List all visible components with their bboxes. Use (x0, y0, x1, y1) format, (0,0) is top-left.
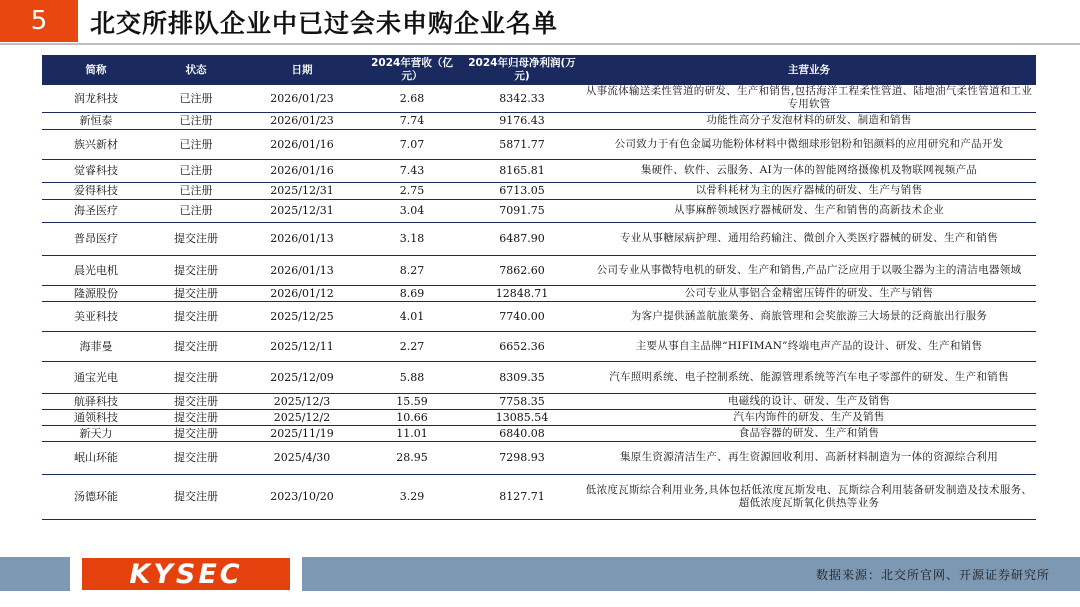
cell-business: 汽车内饰件的研发、生产及销售 (582, 409, 1036, 425)
logo-text: KYSEC (129, 558, 243, 590)
cell-business: 电磁线的设计、研发、生产及销售 (582, 393, 1036, 409)
column-header-status: 状态 (150, 55, 242, 85)
cell-status: 已注册 (150, 85, 242, 112)
cell-net-profit: 6652.36 (462, 331, 582, 361)
cell-business: 公司专业从事微特电机的研发、生产和销售,产品广泛应用于以吸尘器为主的清洁电器领域 (582, 255, 1036, 285)
table-row (42, 301, 1036, 331)
cell-business: 从事麻醉领域医疗器械研发、生产和销售的高新技术企业 (582, 199, 1036, 222)
cell-business: 食品容器的研发、生产和销售 (582, 425, 1036, 441)
cell-revenue: 7.07 (362, 129, 462, 159)
cell-date: 2025/12/25 (242, 301, 362, 331)
cell-name: 普昂医疗 (42, 222, 150, 255)
cell-business: 汽车照明系统、电子控制系统、能源管理系统等汽车电子零部件的研发、生产和销售 (582, 361, 1036, 393)
cell-name: 新天力 (42, 425, 150, 441)
cell-status: 提交注册 (150, 301, 242, 331)
table-row (42, 222, 1036, 255)
cell-name: 润龙科技 (42, 85, 150, 112)
table-row (42, 85, 1036, 112)
cell-business: 专业从事糖尿病护理、通用给药输注、微创介入类医疗器械的研发、生产和销售 (582, 222, 1036, 255)
table-header-row (42, 55, 1036, 85)
cell-business: 公司专业从事铝合金精密压铸件的研发、生产与销售 (582, 285, 1036, 301)
table-row (42, 182, 1036, 199)
cell-net-profit: 8309.35 (462, 361, 582, 393)
cell-date: 2026/01/12 (242, 285, 362, 301)
column-header-net-profit: 2024年归母净利润(万元) (462, 55, 582, 85)
table-row (42, 255, 1036, 285)
ipo-table-container (42, 55, 1036, 520)
cell-revenue: 15.59 (362, 393, 462, 409)
cell-name: 通宝光电 (42, 361, 150, 393)
table-row (42, 393, 1036, 409)
cell-net-profit: 7740.00 (462, 301, 582, 331)
table-row (42, 361, 1036, 393)
cell-name: 汤德环能 (42, 474, 150, 519)
cell-revenue: 8.69 (362, 285, 462, 301)
cell-name: 族兴新材 (42, 129, 150, 159)
cell-date: 2026/01/23 (242, 112, 362, 129)
cell-status: 提交注册 (150, 474, 242, 519)
cell-status: 已注册 (150, 129, 242, 159)
cell-revenue: 2.75 (362, 182, 462, 199)
kysec-logo (82, 558, 290, 590)
table-row (42, 474, 1036, 519)
cell-status: 提交注册 (150, 361, 242, 393)
cell-status: 已注册 (150, 159, 242, 182)
cell-net-profit: 7091.75 (462, 199, 582, 222)
cell-business: 从事流体输送柔性管道的研发、生产和销售,包括海洋工程柔性管道、陆地油气柔性管道和工业专用软管 (582, 85, 1036, 112)
cell-net-profit: 12848.71 (462, 285, 582, 301)
cell-name: 觉睿科技 (42, 159, 150, 182)
cell-status: 提交注册 (150, 409, 242, 425)
cell-name: 海菲曼 (42, 331, 150, 361)
cell-name: 晨光电机 (42, 255, 150, 285)
footer-logo-area (70, 553, 302, 595)
cell-revenue: 4.01 (362, 301, 462, 331)
page-number: 5 (0, 0, 78, 42)
table-row (42, 129, 1036, 159)
data-source-note: 数据来源：北交所官网、开源证券研究所 (815, 567, 1050, 582)
cell-date: 2026/01/23 (242, 85, 362, 112)
cell-status: 提交注册 (150, 441, 242, 474)
cell-status: 提交注册 (150, 425, 242, 441)
cell-date: 2025/12/09 (242, 361, 362, 393)
cell-date: 2023/10/20 (242, 474, 362, 519)
table-row (42, 409, 1036, 425)
column-header-date: 日期 (242, 55, 362, 85)
column-header-revenue: 2024年营收（亿元） (362, 55, 462, 85)
column-header-business: 主营业务 (582, 55, 1036, 85)
cell-name: 通领科技 (42, 409, 150, 425)
cell-date: 2025/12/3 (242, 393, 362, 409)
cell-name: 岷山环能 (42, 441, 150, 474)
header-divider (0, 43, 1080, 45)
cell-business: 功能性高分子发泡材料的研发、制造和销售 (582, 112, 1036, 129)
cell-revenue: 28.95 (362, 441, 462, 474)
cell-net-profit: 6713.05 (462, 182, 582, 199)
cell-revenue: 10.66 (362, 409, 462, 425)
cell-status: 提交注册 (150, 285, 242, 301)
cell-status: 提交注册 (150, 255, 242, 285)
cell-revenue: 7.43 (362, 159, 462, 182)
cell-date: 2025/11/19 (242, 425, 362, 441)
cell-net-profit: 7298.93 (462, 441, 582, 474)
cell-name: 海圣医疗 (42, 199, 150, 222)
cell-business: 主要从事自主品牌“HIFIMAN”终端电声产品的设计、研发、生产和销售 (582, 331, 1036, 361)
cell-revenue: 2.27 (362, 331, 462, 361)
cell-revenue: 2.68 (362, 85, 462, 112)
cell-name: 爱得科技 (42, 182, 150, 199)
cell-date: 2025/12/11 (242, 331, 362, 361)
cell-date: 2026/01/13 (242, 255, 362, 285)
table-row (42, 285, 1036, 301)
table-row (42, 199, 1036, 222)
cell-revenue: 7.74 (362, 112, 462, 129)
cell-business: 集原生资源清洁生产、再生资源回收利用、高新材料制造为一体的资源综合利用 (582, 441, 1036, 474)
table-row (42, 112, 1036, 129)
cell-name: 美亚科技 (42, 301, 150, 331)
cell-status: 已注册 (150, 199, 242, 222)
cell-date: 2025/12/31 (242, 182, 362, 199)
cell-name: 航驿科技 (42, 393, 150, 409)
cell-net-profit: 6487.90 (462, 222, 582, 255)
cell-net-profit: 8342.33 (462, 85, 582, 112)
cell-date: 2025/12/31 (242, 199, 362, 222)
column-header-name: 简称 (42, 55, 150, 85)
page-title: 北交所排队企业中已过会未申购企业名单 (90, 9, 559, 38)
cell-name: 新恒泰 (42, 112, 150, 129)
cell-status: 提交注册 (150, 222, 242, 255)
cell-revenue: 3.18 (362, 222, 462, 255)
cell-date: 2025/4/30 (242, 441, 362, 474)
table-body (42, 85, 1036, 519)
table-row (42, 331, 1036, 361)
cell-status: 提交注册 (150, 393, 242, 409)
cell-net-profit: 6840.08 (462, 425, 582, 441)
ipo-queue-table (42, 55, 1036, 520)
table-row (42, 159, 1036, 182)
cell-net-profit: 13085.54 (462, 409, 582, 425)
table-row (42, 425, 1036, 441)
cell-date: 2026/01/16 (242, 159, 362, 182)
cell-business: 低浓度瓦斯综合利用业务,具体包括低浓度瓦斯发电、瓦斯综合利用装备研发制造及技术服务、超低浓度瓦斯氧化供热等业务 (582, 474, 1036, 519)
cell-revenue: 5.88 (362, 361, 462, 393)
cell-revenue: 3.04 (362, 199, 462, 222)
cell-net-profit: 9176.43 (462, 112, 582, 129)
cell-business: 集硬件、软件、云服务、AI为一体的智能网络摄像机及物联网视频产品 (582, 159, 1036, 182)
cell-name: 隆源股份 (42, 285, 150, 301)
cell-business: 公司致力于有色金属功能粉体材料中微细球形铝粉和铝颜料的应用研究和产品开发 (582, 129, 1036, 159)
cell-business: 以骨科耗材为主的医疗器械的研发、生产与销售 (582, 182, 1036, 199)
cell-status: 已注册 (150, 112, 242, 129)
cell-net-profit: 7758.35 (462, 393, 582, 409)
cell-revenue: 3.29 (362, 474, 462, 519)
cell-revenue: 11.01 (362, 425, 462, 441)
cell-status: 提交注册 (150, 331, 242, 361)
cell-date: 2026/01/16 (242, 129, 362, 159)
cell-net-profit: 8165.81 (462, 159, 582, 182)
cell-date: 2026/01/13 (242, 222, 362, 255)
cell-status: 已注册 (150, 182, 242, 199)
cell-net-profit: 8127.71 (462, 474, 582, 519)
cell-business: 为客户提供涵盖航旅業务、商旅管理和会奖旅游三大场景的泛商旅出行服务 (582, 301, 1036, 331)
cell-net-profit: 7862.60 (462, 255, 582, 285)
cell-date: 2025/12/2 (242, 409, 362, 425)
table-row (42, 441, 1036, 474)
cell-revenue: 8.27 (362, 255, 462, 285)
cell-net-profit: 5871.77 (462, 129, 582, 159)
